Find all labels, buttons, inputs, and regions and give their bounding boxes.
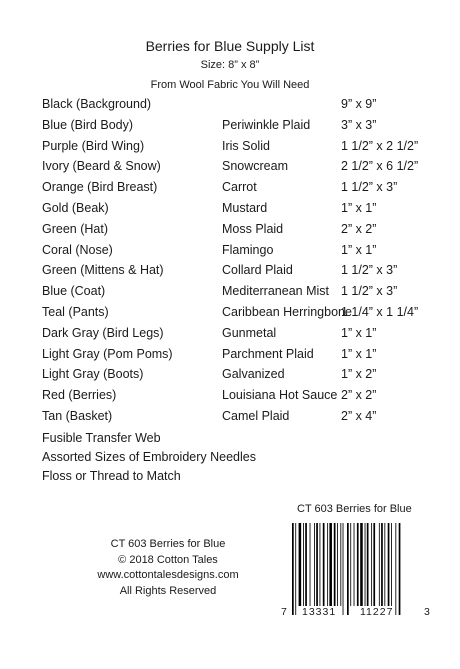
- supply-amount: 3” x 3”: [341, 117, 377, 132]
- supply-fabric: Parchment Plaid: [222, 346, 314, 361]
- supply-fabric: Galvanized: [222, 367, 285, 382]
- supply-item: Red (Berries): [42, 388, 117, 403]
- supply-fabric: Flamingo: [222, 242, 274, 257]
- supply-amount: 1 1/2” x 2 1/2”: [341, 138, 419, 153]
- fabric-intro: From Wool Fabric You Will Need: [150, 79, 310, 91]
- supply-row: [0, 409, 460, 429]
- supply-amount: 1 1/4” x 1 1/4”: [341, 305, 419, 319]
- supply-amount: 1 1/2” x 3”: [341, 180, 398, 195]
- product-label: CT 603 Berries for Blue: [297, 503, 412, 515]
- supply-item: Ivory (Beard & Snow): [42, 159, 161, 174]
- supply-fabric: Snowcream: [222, 159, 288, 174]
- supply-row: [0, 367, 460, 387]
- page-title: Berries for Blue Supply List: [145, 38, 315, 54]
- extra-item: Fusible Transfer Web: [42, 431, 161, 445]
- footer-block: [63, 537, 273, 599]
- supply-row: [0, 243, 460, 263]
- supply-item: Orange (Bird Breast): [42, 180, 158, 195]
- supply-row: [0, 222, 460, 242]
- supply-item: Blue (Coat): [42, 284, 106, 299]
- supply-row: [0, 97, 460, 117]
- supply-row: [0, 118, 460, 138]
- supply-fabric: Periwinkle Plaid: [222, 117, 311, 132]
- supply-fabric: Camel Plaid: [222, 409, 290, 423]
- size-line: Size: 8” x 8”: [200, 59, 260, 71]
- barcode-digit-left: 7: [281, 606, 287, 618]
- supply-row: [0, 180, 460, 200]
- supply-row: [0, 326, 460, 346]
- supply-item: Gold (Beak): [42, 201, 109, 215]
- supply-item: Green (Mittens & Hat): [42, 263, 164, 278]
- supply-item: Light Gray (Boots): [42, 367, 144, 382]
- supply-item: Teal (Pants): [42, 305, 109, 319]
- supply-fabric: Moss Plaid: [222, 221, 284, 236]
- barcode: [290, 523, 420, 616]
- supply-row: [0, 284, 460, 304]
- supply-row: [0, 139, 460, 159]
- barcode-group-1: 13331: [302, 606, 337, 618]
- barcode-digit-right: 3: [424, 606, 430, 618]
- supply-item: Green (Hat): [42, 221, 108, 236]
- supply-fabric: Caribbean Herringbone: [222, 305, 352, 319]
- supply-amount: 1” x 1”: [341, 346, 377, 361]
- supply-row: [0, 159, 460, 179]
- footer-rights: All Rights Reserved: [119, 584, 217, 597]
- supply-amount: 1 1/2” x 3”: [341, 284, 398, 299]
- barcode-group-2: 11227: [360, 606, 394, 618]
- supply-amount: 1” x 1”: [341, 201, 377, 215]
- supply-amount: 1” x 1”: [341, 325, 377, 340]
- supply-item: Blue (Bird Body): [42, 117, 134, 132]
- supply-amount: 2” x 2”: [341, 221, 377, 236]
- supply-amount: 2 1/2” x 6 1/2”: [341, 159, 419, 174]
- supply-amount: 2” x 4”: [341, 409, 377, 423]
- supply-amount: 2” x 2”: [341, 388, 377, 403]
- footer-copyright: © 2018 Cotton Tales: [118, 553, 218, 566]
- footer-product: CT 603 Berries for Blue: [110, 538, 226, 550]
- supply-item: Black (Background): [42, 97, 152, 111]
- supply-row: [0, 347, 460, 367]
- supply-fabric: Collard Plaid: [222, 263, 293, 278]
- supply-item: Coral (Nose): [42, 242, 113, 257]
- supply-fabric: Carrot: [222, 180, 257, 195]
- supply-amount: 1 1/2” x 3”: [341, 263, 398, 278]
- supply-item: Dark Gray (Bird Legs): [42, 325, 164, 340]
- supply-row: [0, 201, 460, 221]
- supply-amount: 1” x 2”: [341, 367, 377, 382]
- supply-fabric: Louisiana Hot Sauce: [222, 388, 338, 403]
- supply-fabric: Mustard: [222, 201, 268, 215]
- supply-item: Tan (Basket): [42, 409, 113, 423]
- supply-row: [0, 388, 460, 408]
- supply-fabric: Mediterranean Mist: [222, 284, 329, 299]
- supply-fabric: Gunmetal: [222, 325, 277, 340]
- supply-item: Light Gray (Pom Poms): [42, 346, 173, 361]
- supply-row: [0, 263, 460, 283]
- supply-amount: 9” x 9”: [341, 97, 377, 111]
- supply-item: Purple (Bird Wing): [42, 138, 145, 153]
- supply-amount: 1” x 1”: [341, 242, 377, 257]
- extra-item: Assorted Sizes of Embroidery Needles: [42, 450, 256, 464]
- footer-website: www.cottontalesdesigns.com: [97, 569, 239, 581]
- supply-fabric: Iris Solid: [222, 138, 270, 153]
- extra-item: Floss or Thread to Match: [42, 469, 181, 483]
- supply-row: [0, 305, 460, 325]
